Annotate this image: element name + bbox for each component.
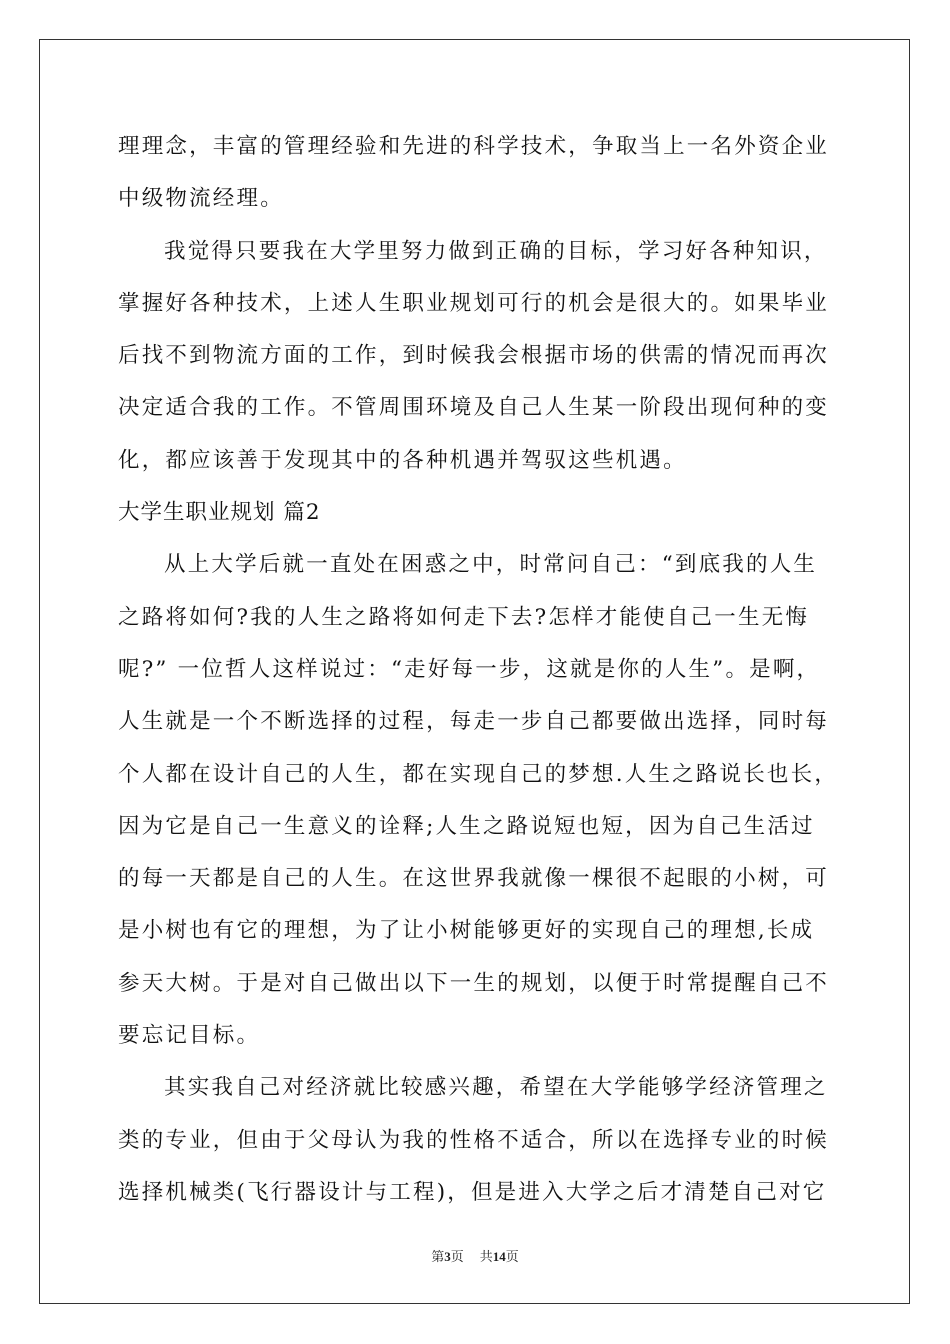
text-line: 的每一天都是自己的人生。在这世界我就像一棵很不起眼的小树，可 — [118, 866, 830, 892]
text-line: 是小树也有它的理想，为了让小树能够更好的实现自己的理想,长成 — [118, 918, 815, 944]
total-suffix: 页 — [505, 1249, 519, 1264]
text-line: 人生就是一个不断选择的过程，每走一步自己都要做出选择，同时每 — [118, 709, 830, 735]
text-line: 决定适合我的工作。不管周围环境及自己人生某一阶段出现何种的变 — [118, 395, 830, 421]
text-line: 参天大树。于是对自己做出以下一生的规划，以便于时常提醒自己不 — [118, 970, 830, 996]
text-line: 要忘记目标。 — [118, 1023, 261, 1049]
paragraph-start-line: 其实我自己对经济就比较感兴趣，希望在大学能够学经济管理之 — [164, 1075, 828, 1101]
total-pages: 14 — [492, 1249, 506, 1264]
document-body — [118, 127, 839, 1225]
text-line: 化，都应该善于发现其中的各种机遇并驾驭这些机遇。 — [118, 447, 687, 473]
text-line: 理理念，丰富的管理经验和先进的科学技术，争取当上一名外资企业 — [118, 134, 830, 159]
text-line: 因为它是自己一生意义的诠释;人生之路说短也短，因为自己生活过 — [118, 813, 815, 839]
text-line: 选择机械类(飞行器设计与工程)，但是进入大学之后才清楚自己对它 — [118, 1179, 827, 1205]
text-line: 掌握好各种技术，上述人生职业规划可行的机会是很大的。如果毕业 — [118, 290, 830, 316]
page-suffix: 页 — [450, 1249, 464, 1264]
text-line: 个人都在设计自己的人生，都在实现自己的梦想.人生之路说长也长， — [118, 761, 839, 787]
paragraph-start-line: 从上大学后就一直处在困惑之中，时常问自己：“到底我的人生 — [164, 552, 818, 578]
section-heading: 大学生职业规划 篇2 — [118, 500, 321, 526]
page-prefix: 第 — [431, 1249, 445, 1264]
text-line: 后找不到物流方面的工作，到时候我会根据市场的供需的情况而再次 — [118, 343, 830, 369]
total-prefix: 共 — [479, 1249, 493, 1264]
text-line: 之路将如何?我的人生之路将如何走下去?怎样才能使自己一生无悔 — [118, 604, 810, 630]
text-line: 类的专业，但由于父母认为我的性格不适合，所以在选择专业的时候 — [118, 1127, 830, 1153]
paragraph-start-line: 我觉得只要我在大学里努力做到正确的目标，学习好各种知识， — [164, 238, 828, 264]
text-line: 呢?” 一位哲人这样说过：“走好每一步，这就是你的人生”。是啊， — [118, 656, 821, 682]
page-footer — [0, 1246, 950, 1265]
page-number: 3 — [444, 1249, 451, 1264]
text-line: 中级物流经理。 — [118, 186, 284, 212]
